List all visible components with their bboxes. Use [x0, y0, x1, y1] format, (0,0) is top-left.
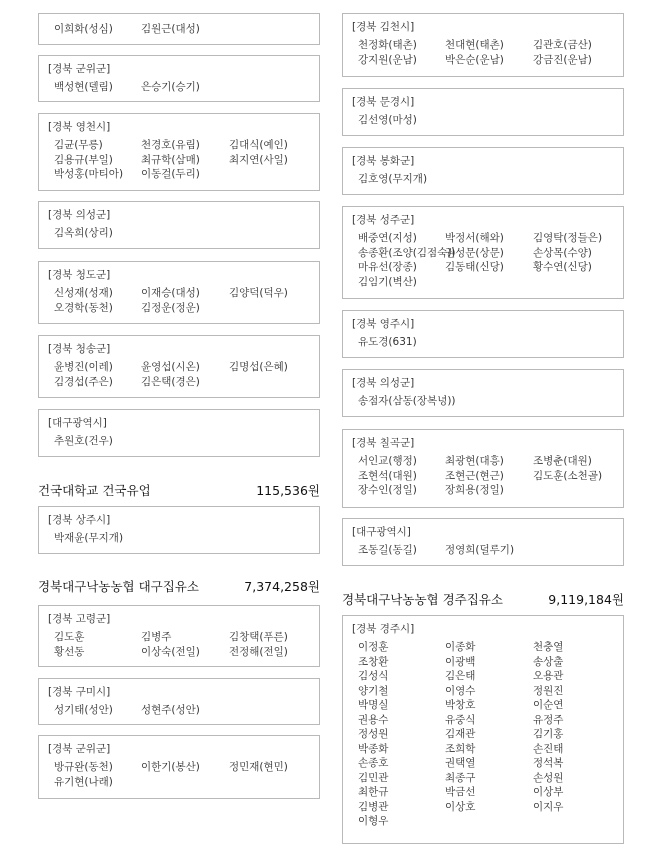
- name-list: [39, 76, 319, 95]
- dairy-amount: 115,536원: [256, 483, 320, 498]
- region-box: [342, 13, 624, 77]
- member-name: 황선동: [54, 645, 85, 658]
- region-label: [경북 칠곡군]: [352, 437, 415, 449]
- name-row: [358, 454, 623, 469]
- member-name: 조희학: [445, 742, 476, 755]
- member-name: 이동걸(두리): [141, 168, 200, 180]
- name-row: [358, 756, 623, 771]
- region-box: [38, 13, 320, 45]
- member-name: 박은순(운남): [445, 53, 504, 66]
- dairy-heading: [342, 590, 624, 608]
- member-name: 김동태(신당): [445, 261, 504, 273]
- name-list: [343, 539, 623, 558]
- member-name: 송종환(조양(김점숙)): [358, 246, 456, 259]
- member-name: 권택열: [445, 757, 476, 769]
- region-label: [경북 상주시]: [48, 514, 111, 526]
- name-row: [54, 226, 319, 241]
- name-row: [54, 630, 319, 645]
- region-box: [342, 369, 624, 417]
- member-name: 천경호(유림): [141, 139, 200, 151]
- name-row: [358, 38, 623, 53]
- member-name: 정성원: [358, 728, 389, 740]
- member-name: 천대현(태촌): [445, 39, 504, 51]
- member-name: 박금선: [445, 786, 476, 798]
- member-name: 이상숙(전일): [141, 645, 200, 658]
- name-row: [358, 684, 623, 699]
- name-list: [39, 756, 319, 789]
- name-row: [54, 153, 319, 168]
- member-name: 김균(무릉): [54, 139, 103, 151]
- name-row: [54, 775, 319, 790]
- name-row: [358, 727, 623, 742]
- member-name: 최규학(삼매): [141, 153, 200, 166]
- member-name: 이종화: [445, 641, 476, 653]
- member-name: 김병관: [358, 800, 389, 813]
- dairy-amount: 9,119,184원: [548, 592, 624, 607]
- member-name: 김은택(경은): [141, 375, 200, 388]
- region-label: [경북 영주시]: [352, 318, 415, 330]
- name-list: [343, 227, 623, 289]
- name-row: [358, 275, 623, 290]
- member-name: 김은태: [445, 670, 476, 682]
- region-box: [342, 518, 624, 566]
- member-name: 이지우: [533, 800, 564, 813]
- region-label: [경북 의성군]: [352, 377, 415, 389]
- region-label: [경북 구미시]: [48, 686, 111, 698]
- member-name: 강지원(운남): [358, 53, 417, 66]
- name-list: [343, 636, 623, 829]
- name-row: [358, 483, 623, 498]
- member-name: 배중연(지성): [358, 232, 417, 244]
- name-row: [54, 375, 319, 390]
- member-name: 윤병진(이레): [54, 361, 113, 373]
- name-row: [358, 655, 623, 670]
- region-box: [342, 88, 624, 136]
- region-label: [경북 청도군]: [48, 269, 111, 281]
- member-name: 신성재(성재): [54, 287, 113, 299]
- region-box: [38, 678, 320, 725]
- region-label: [경북 김천시]: [352, 21, 415, 33]
- region-box: [38, 113, 320, 191]
- member-name: 권용수: [358, 713, 389, 726]
- member-name: 정민재(현민): [229, 761, 288, 773]
- member-name: 조현근(현근): [445, 469, 504, 482]
- member-name: 김임기(벽산): [358, 275, 417, 288]
- name-list: [39, 626, 319, 659]
- member-name: 김양덕(덕우): [229, 287, 288, 299]
- member-name: 김창택(푸른): [229, 631, 288, 643]
- member-name: 김대식(예인): [229, 139, 288, 151]
- member-name: 최광현(대흥): [445, 455, 504, 467]
- name-row: [358, 785, 623, 800]
- dairy-heading: [38, 577, 320, 595]
- name-row: [358, 800, 623, 815]
- name-row: [358, 814, 623, 829]
- name-row: [358, 53, 623, 68]
- name-list: [39, 134, 319, 182]
- region-box: [342, 615, 624, 844]
- region-label: [경북 성주군]: [352, 214, 415, 226]
- name-row: [54, 703, 319, 718]
- member-name: 박성홍(마티아): [54, 168, 124, 180]
- member-name: 손진태: [533, 742, 564, 755]
- member-name: 전정해(전일): [229, 645, 288, 658]
- member-name: 이한기(봉산): [141, 761, 200, 773]
- member-name: 손종호: [358, 757, 389, 769]
- member-name: 천충열: [533, 641, 564, 653]
- member-name: 김관호(금산): [533, 39, 592, 51]
- member-name: 권성문(상문): [445, 246, 504, 259]
- name-row: [358, 113, 623, 128]
- member-name: 백성현(델림): [54, 81, 113, 93]
- region-label: [경북 문경시]: [352, 96, 415, 108]
- name-row: [358, 231, 623, 246]
- name-row: [54, 22, 319, 37]
- name-row: [54, 645, 319, 660]
- dairy-name: 경북대구낙농농협 대구집유소: [38, 579, 199, 594]
- member-name: 손상목(수양): [533, 246, 592, 259]
- member-name: 조동길(동길): [358, 544, 417, 556]
- name-row: [358, 742, 623, 757]
- member-name: 김영탁(정들은): [533, 232, 603, 244]
- member-name: 정석복: [533, 757, 564, 769]
- member-name: 김원근(대성): [141, 23, 200, 35]
- region-label: [경북 군위군]: [48, 63, 111, 75]
- member-name: 이광백: [445, 655, 476, 668]
- member-name: 박종화: [358, 742, 389, 755]
- region-label: [경북 의성군]: [48, 209, 111, 221]
- member-name: 강금진(운남): [533, 53, 592, 66]
- name-list: [343, 331, 623, 350]
- member-name: 조창환: [358, 655, 389, 668]
- member-name: 조현석(대원): [358, 469, 417, 482]
- member-name: 양기철: [358, 684, 389, 697]
- member-name: 이상부: [533, 786, 564, 798]
- member-name: 오경학(동천): [54, 301, 113, 314]
- member-name: 최종구: [445, 771, 476, 784]
- member-name: 최지연(사일): [229, 153, 288, 166]
- dairy-name: 건국대학교 건국유업: [38, 483, 151, 498]
- name-list: [39, 527, 319, 546]
- member-name: 이순연: [533, 699, 564, 711]
- name-row: [358, 640, 623, 655]
- member-name: 오용관: [533, 670, 564, 682]
- member-name: 조병춘(대원): [533, 455, 592, 467]
- member-name: 김기홍: [533, 728, 564, 740]
- name-row: [54, 760, 319, 775]
- name-row: [54, 301, 319, 316]
- member-name: 박명실: [358, 699, 389, 711]
- name-row: [54, 80, 319, 95]
- name-list: [343, 168, 623, 187]
- name-list: [343, 109, 623, 128]
- member-name: 김명섭(은혜): [229, 361, 288, 373]
- member-name: 정원진: [533, 684, 564, 697]
- member-name: 천정화(태촌): [358, 39, 417, 51]
- member-name: 김민관: [358, 771, 389, 784]
- name-list: [343, 390, 623, 409]
- name-row: [358, 246, 623, 261]
- member-name: 손성원: [533, 771, 564, 784]
- member-name: 유기현(나래): [54, 775, 113, 788]
- member-name: 송점자(삼동(장복녕)): [358, 395, 456, 407]
- member-name: 이정훈: [358, 641, 389, 653]
- member-name: 추원호(건우): [54, 435, 113, 447]
- region-box: [38, 261, 320, 324]
- region-label: [대구광역시]: [48, 417, 107, 429]
- member-name: 김재관: [445, 728, 476, 740]
- name-list: [343, 34, 623, 67]
- region-box: [342, 429, 624, 508]
- member-name: 마유선(장종): [358, 261, 417, 273]
- name-row: [358, 394, 623, 409]
- name-row: [54, 167, 319, 182]
- region-box: [342, 147, 624, 195]
- region-box: [38, 735, 320, 799]
- dairy-amount: 7,374,258원: [244, 579, 320, 594]
- region-box: [38, 506, 320, 554]
- name-list: [39, 222, 319, 241]
- region-label: [경북 청송군]: [48, 343, 111, 355]
- name-row: [54, 286, 319, 301]
- region-label: [경북 고령군]: [48, 613, 111, 625]
- name-list: [39, 430, 319, 449]
- member-name: 황수연(신당): [533, 261, 592, 273]
- region-box: [342, 310, 624, 358]
- member-name: 장희용(정일): [445, 484, 504, 496]
- member-name: 김병주: [141, 631, 172, 643]
- member-name: 김도훈: [54, 631, 85, 643]
- member-name: 은승기(승기): [141, 81, 200, 93]
- region-label: [대구광역시]: [352, 526, 411, 538]
- name-row: [54, 360, 319, 375]
- name-row: [358, 698, 623, 713]
- member-name: 이형우: [358, 815, 389, 827]
- name-row: [358, 771, 623, 786]
- name-row: [54, 434, 319, 449]
- member-name: 박창호: [445, 699, 476, 711]
- member-name: 김정운(정운): [141, 301, 200, 314]
- region-label: [경북 경주시]: [352, 623, 415, 635]
- region-label: [경북 군위군]: [48, 743, 111, 755]
- name-row: [358, 335, 623, 350]
- member-name: 김용규(부일): [54, 153, 113, 166]
- member-name: 김도훈(소천골): [533, 469, 603, 482]
- region-label: [경북 봉화군]: [352, 155, 415, 167]
- member-name: 김선영(마성): [358, 114, 417, 126]
- name-list: [343, 450, 623, 498]
- region-box: [38, 605, 320, 667]
- name-row: [358, 543, 623, 558]
- name-row: [358, 172, 623, 187]
- member-name: 박재윤(무지개): [54, 532, 124, 544]
- name-list: [39, 14, 319, 37]
- member-name: 김성식: [358, 670, 389, 682]
- member-name: 박정서(해와): [445, 232, 504, 244]
- name-list: [39, 356, 319, 389]
- member-name: 이영수: [445, 684, 476, 697]
- name-row: [358, 713, 623, 728]
- name-row: [54, 138, 319, 153]
- name-row: [358, 260, 623, 275]
- dairy-name: 경북대구낙농농협 경주집유소: [342, 592, 503, 607]
- member-name: 최한규: [358, 786, 389, 798]
- member-name: 방규완(동천): [54, 761, 113, 773]
- region-box: [342, 206, 624, 299]
- member-name: 이상호: [445, 800, 476, 813]
- member-name: 장수인(정일): [358, 484, 417, 496]
- member-name: 성현주(성안): [141, 704, 200, 716]
- dairy-heading: [38, 481, 320, 499]
- member-name: 김옥희(상리): [54, 227, 113, 239]
- member-name: 윤영섭(시온): [141, 361, 200, 373]
- region-label: [경북 영천시]: [48, 121, 111, 133]
- member-name: 이재승(대성): [141, 287, 200, 299]
- member-name: 성기태(성안): [54, 704, 113, 716]
- member-name: 유정주: [533, 713, 564, 726]
- name-list: [39, 282, 319, 315]
- name-list: [39, 699, 319, 718]
- member-name: 이희화(성심): [54, 23, 113, 35]
- name-row: [358, 469, 623, 484]
- member-name: 유중식: [445, 713, 476, 726]
- name-row: [358, 669, 623, 684]
- region-box: [38, 55, 320, 102]
- region-box: [38, 201, 320, 249]
- member-name: 서인교(행정): [358, 455, 417, 467]
- member-name: 정영희(덜루기): [445, 544, 515, 556]
- region-box: [38, 335, 320, 398]
- member-name: 유도경(631): [358, 336, 417, 348]
- member-name: 송상출: [533, 655, 564, 668]
- name-row: [54, 531, 319, 546]
- member-name: 김경섭(주은): [54, 375, 113, 388]
- region-box: [38, 409, 320, 457]
- member-name: 김호영(무지개): [358, 173, 428, 185]
